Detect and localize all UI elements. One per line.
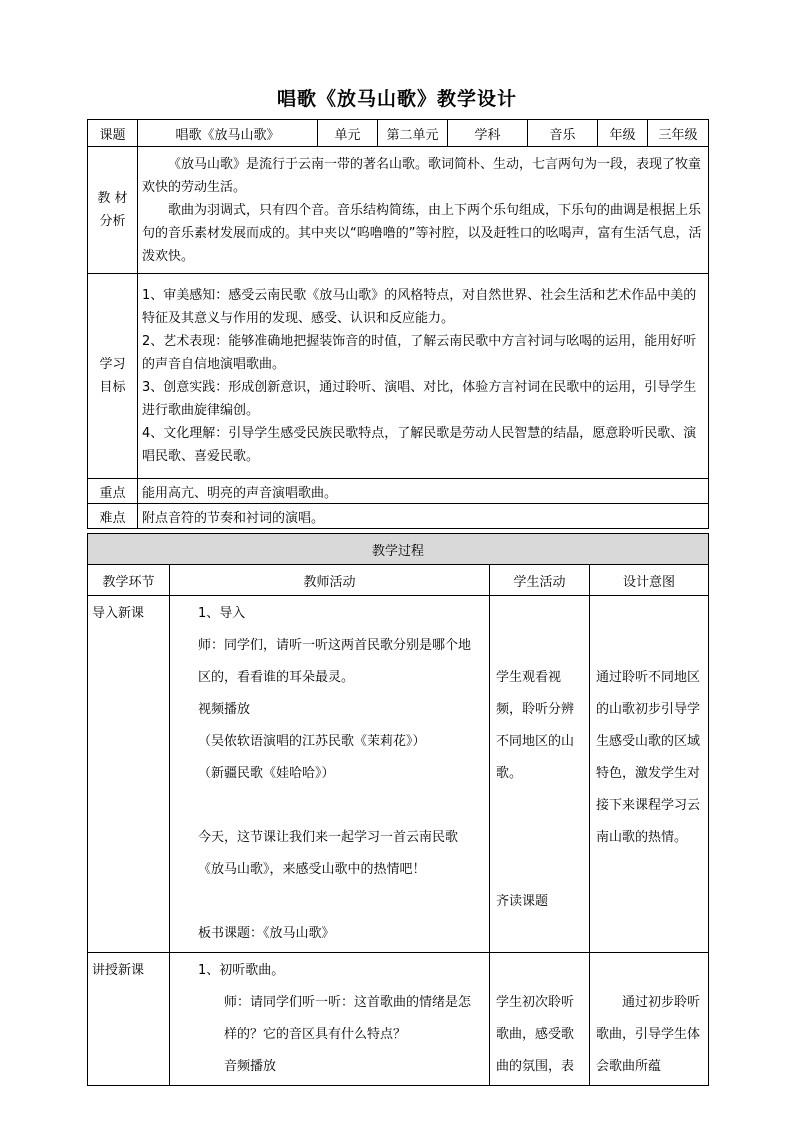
intro-teacher-line: （吴侬软语演唱的江苏民歌《茉莉花》）	[198, 734, 426, 749]
key-point-row	[88, 479, 709, 504]
new-teacher-line: 师：请同学们听一听：这首歌曲的情绪是怎样的？它的音区具有什么特点？	[224, 995, 472, 1042]
new-intent-cell	[590, 953, 709, 1086]
subject-label: 学科	[448, 120, 528, 147]
header-intent: 设计意图	[590, 565, 709, 596]
intro-intent-cell	[590, 596, 709, 953]
new-teacher-cell	[170, 953, 490, 1086]
unit-label: 单元	[318, 120, 378, 147]
topic-label: 课题	[88, 120, 138, 147]
goal-item: 3、创意实践：形成创新意识，通过聆听、演唱、对比，体验方言衬词在民歌中的运用，引导学生进行歌曲旋律编创。	[142, 380, 697, 418]
intro-student-line: 学生观看视频，聆听分辨不同地区的山歌。	[496, 670, 575, 781]
header-student: 学生活动	[490, 565, 590, 596]
analysis-paragraph-2: 歌曲为羽调式，只有四个音。音乐结构简练，由上下两个乐句组成，下乐句的曲调是根据上乐句的音乐素材发展而成的。其中夹以“呜噜噜的”等衬腔，以及赶牲口的吆喝声，富有生活气息，活泼欢快。	[142, 202, 702, 264]
goals-content	[138, 274, 709, 479]
topic-value: 唱歌《放马山歌》	[138, 120, 318, 147]
analysis-content	[138, 147, 709, 274]
header-teacher: 教师活动	[170, 565, 490, 596]
goal-item: 1、审美感知：感受云南民歌《放马山歌》的风格特点，对自然世界、社会生活和艺术作品中美的特征及其意义与作用的发现、感受、认识和反应能力。	[142, 288, 697, 326]
goals-row	[88, 274, 709, 479]
new-teacher-line: 1、初听歌曲。	[198, 963, 285, 978]
intro-stage-cell	[88, 596, 170, 953]
intro-teacher-line: 板书课题：《放马山歌》	[198, 926, 335, 941]
key-point-value: 能用高亢、明亮的声音演唱歌曲。	[138, 479, 709, 504]
document-title: 唱歌《放马山歌》教学设计	[276, 88, 517, 110]
new-stage: 讲授新课	[92, 963, 145, 978]
new-student-activity	[490, 953, 589, 1085]
new-intent	[590, 953, 708, 1085]
difficulty-row	[88, 504, 709, 529]
intro-teacher-activity	[170, 596, 489, 952]
process-section-row	[88, 534, 709, 565]
unit-value: 第二单元	[378, 120, 448, 147]
intro-student-cell	[490, 596, 590, 953]
teaching-process-table	[87, 533, 709, 1086]
grade-value: 三年级	[648, 120, 709, 147]
info-row	[88, 120, 709, 147]
analysis-label-line-2: 分析	[99, 214, 126, 229]
intro-teacher-line: 今天，这节课让我们来一起学习一首云南民歌《放马山歌》，来感受山歌中的热情吧！	[198, 830, 459, 877]
goal-item: 4、文化理解：引导学生感受民族民歌特点，了解民歌是劳动人民智慧的结晶，愿意聆听民歌、演唱民歌、喜爱民歌。	[142, 426, 697, 464]
goals-label-line-2: 目标	[99, 380, 126, 395]
intro-teacher-line: 1、导入	[198, 606, 246, 621]
new-teacher-line: 音频播放	[224, 1059, 277, 1074]
analysis-row	[88, 147, 709, 274]
new-student-cell	[490, 953, 590, 1086]
new-intent-text: 通过初步聆听歌曲，引导学生体会歌曲所蕴	[596, 995, 701, 1074]
intro-student-activity	[490, 596, 589, 920]
intro-teacher-line: 师：同学们，请听一听这两首民歌分别是哪个地区的，看看谁的耳朵最灵。	[198, 638, 472, 685]
intro-teacher-cell	[170, 596, 490, 953]
process-header-row	[88, 565, 709, 596]
analysis-paragraph-1: 《放马山歌》是流行于云南一带的著名山歌。歌词简朴、生动，七言两句为一段，表现了牧童欢快的劳动生活。	[142, 156, 702, 195]
goal-item: 2、艺术表现：能够准确地把握装饰音的时值，了解云南民歌中方言衬词与吆喝的运用，能用好听的声音自信地演唱歌曲。	[142, 334, 697, 372]
difficulty-value: 附点音符的节奏和衬词的演唱。	[138, 504, 709, 529]
goals-label-line-1: 学习	[99, 357, 126, 372]
new-student-line: 学生初次聆听歌曲，感受歌曲的氛围，表	[496, 995, 575, 1074]
intro-intent	[590, 596, 708, 856]
new-stage-cell	[88, 953, 170, 1086]
goals-label	[88, 274, 138, 479]
subject-value: 音乐	[528, 120, 598, 147]
intro-stage: 导入新课	[92, 606, 145, 621]
intro-intent-text: 通过聆听不同地区的山歌初步引导学生感受山歌的区域特色，激发学生对接下来课程学习云南山歌的热情。	[596, 670, 701, 845]
new-lesson-row	[88, 953, 709, 1086]
intro-row	[88, 596, 709, 953]
grade-label: 年级	[598, 120, 648, 147]
difficulty-label: 难点	[88, 504, 138, 529]
new-teacher-activity	[170, 953, 489, 1085]
intro-teacher-line: （新疆民歌《娃哈哈》）	[198, 766, 335, 781]
analysis-label	[88, 147, 138, 274]
intro-student-line: 齐读课题	[496, 894, 549, 909]
process-section-title: 教学过程	[88, 534, 709, 565]
intro-teacher-line: 视频播放	[198, 702, 251, 717]
lesson-info-table	[87, 119, 709, 529]
key-point-label: 重点	[88, 479, 138, 504]
header-stage: 教学环节	[88, 565, 170, 596]
analysis-label-line-1: 教 材	[97, 191, 128, 206]
